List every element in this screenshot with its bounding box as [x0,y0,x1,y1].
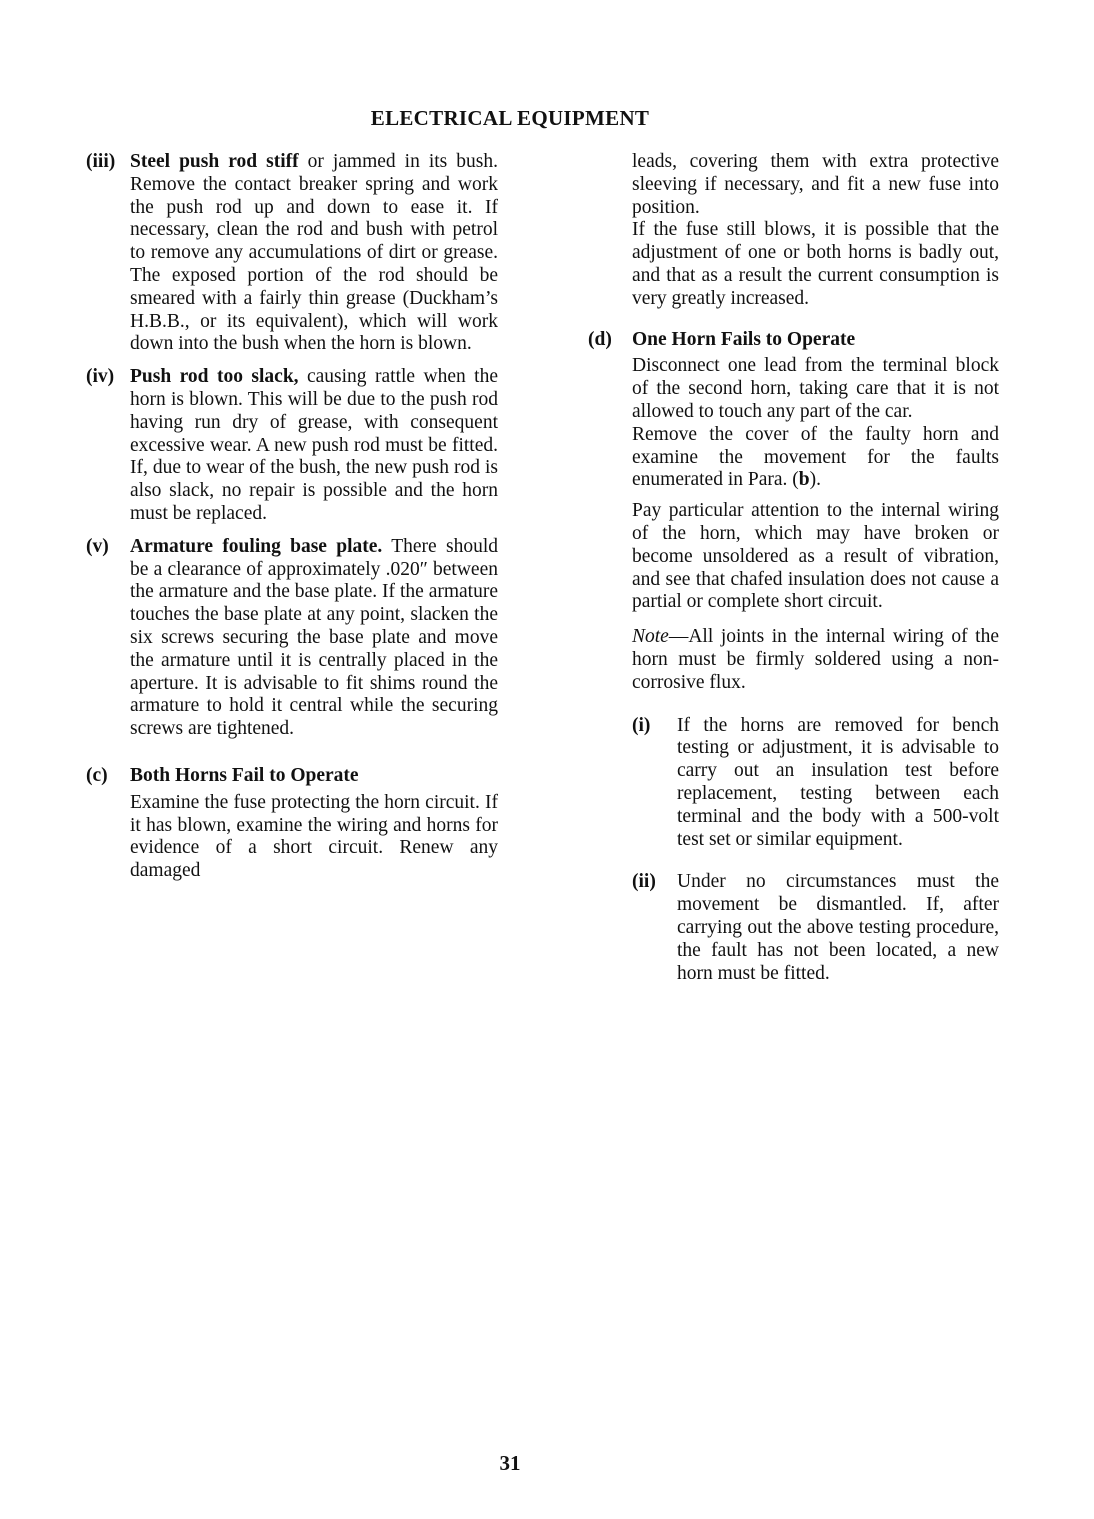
section-number: (d) [588,328,612,350]
left-column [86,151,498,883]
item-iii [86,151,498,356]
section-text: Examine the fuse protecting the horn circuit. If it has blown, examine the wiring and horns for evidence of a short circuit. Renew any damaged [130,791,498,882]
right-column [587,151,999,985]
item-body [130,151,498,356]
note-paragraph [632,626,999,694]
page-title: ELECTRICAL EQUIPMENT [370,106,650,130]
subitem-number: (ii) [632,871,656,893]
item-title: Steel push rod stiff [130,151,299,172]
item-title: Armature fouling base plate. [130,535,383,557]
page-number: 31 [499,1451,521,1475]
section-c [86,764,498,883]
section-number: (c) [86,764,108,786]
note-text: —All joints in the internal wiring of the horn must be firmly soldered using a non-corrosive flux. [632,626,999,693]
subitem-text: If the horns are removed for bench testing or adjustment, it is advisable to carry out an insulation test before replacement, testing between each terminal and the body with a 500-volt test set or similar equipment. [677,714,999,850]
item-body [130,536,498,741]
section-d [588,328,999,986]
subitem-number: (i) [632,714,651,736]
item-title: Push rod too slack, [130,366,299,388]
item-text: causing rattle when the horn is blown. This will be due to the push rod having run dry of grease, with consequent excessive wear. A new push rod must be fitted. If, due to wear of the bush, the new push rod is also slack, no repair is possible and the horn must be replaced. [130,366,498,524]
item-v [86,535,498,741]
section-title: One Horn Fails to Operate [632,328,856,350]
continuation-text: leads, covering them with extra protective sleeving if necessary, and fit a new fuse into position. [632,151,999,218]
item-number: (iv) [86,366,115,388]
section-paragraph-1: Disconnect one lead from the terminal block of the second horn, taking care that it is not allowed to touch any part of the car. [632,355,999,422]
item-iv [86,366,498,526]
item-body [130,366,498,526]
item-number: (iii) [86,151,116,172]
subitem-i [632,715,999,852]
para-reference: b [798,469,810,491]
subitem-text: Under no circumstances must the movement be dismantled. If, after carrying out the above testing procedure, the fault has not been located, a new horn must be fitted. [677,871,999,984]
item-text: or jammed in its bush. Remove the contact breaker spring and work the push rod up and down to ease it. If necessary, clean the rod and bush with petrol to remove any accumulations of dirt or grease. The exposed portion of the rod should be smeared with a fairly thin grease (Duckham’s H.B.B., or its equivalent), which will work down into the bush when the horn is blown. [130,151,498,355]
fuse-paragraph: If the fuse still blows, it is possible that the adjustment of one or both horns is badly out, and that as a result the current consumption is very greatly increased. [632,219,999,309]
note-label: Note [632,626,669,648]
section-paragraph-3: Pay particular attention to the internal wiring of the horn, which may have broken or become unsoldered as a result of vibration, and see that chafed insulation does not cause a partial or complete short circuit. [632,500,999,613]
section-title: Both Horns Fail to Operate [130,764,359,786]
item-text: There should be a clearance of approximately .020″ between the armature and the base plate. If the armature touches the base plate at any point, slacken the six screws securing the base plate and move the armature until it is centrally placed in the aperture. It is advisable to fit shims round the armature to hold it central while the securing screws are tightened. [130,535,498,740]
subitem-ii [632,871,999,985]
section-paragraph-2: Remove the cover of the faulty horn and examine the movement for the faults enumerated in Para. (b). [632,423,999,491]
item-number: (v) [86,535,109,557]
